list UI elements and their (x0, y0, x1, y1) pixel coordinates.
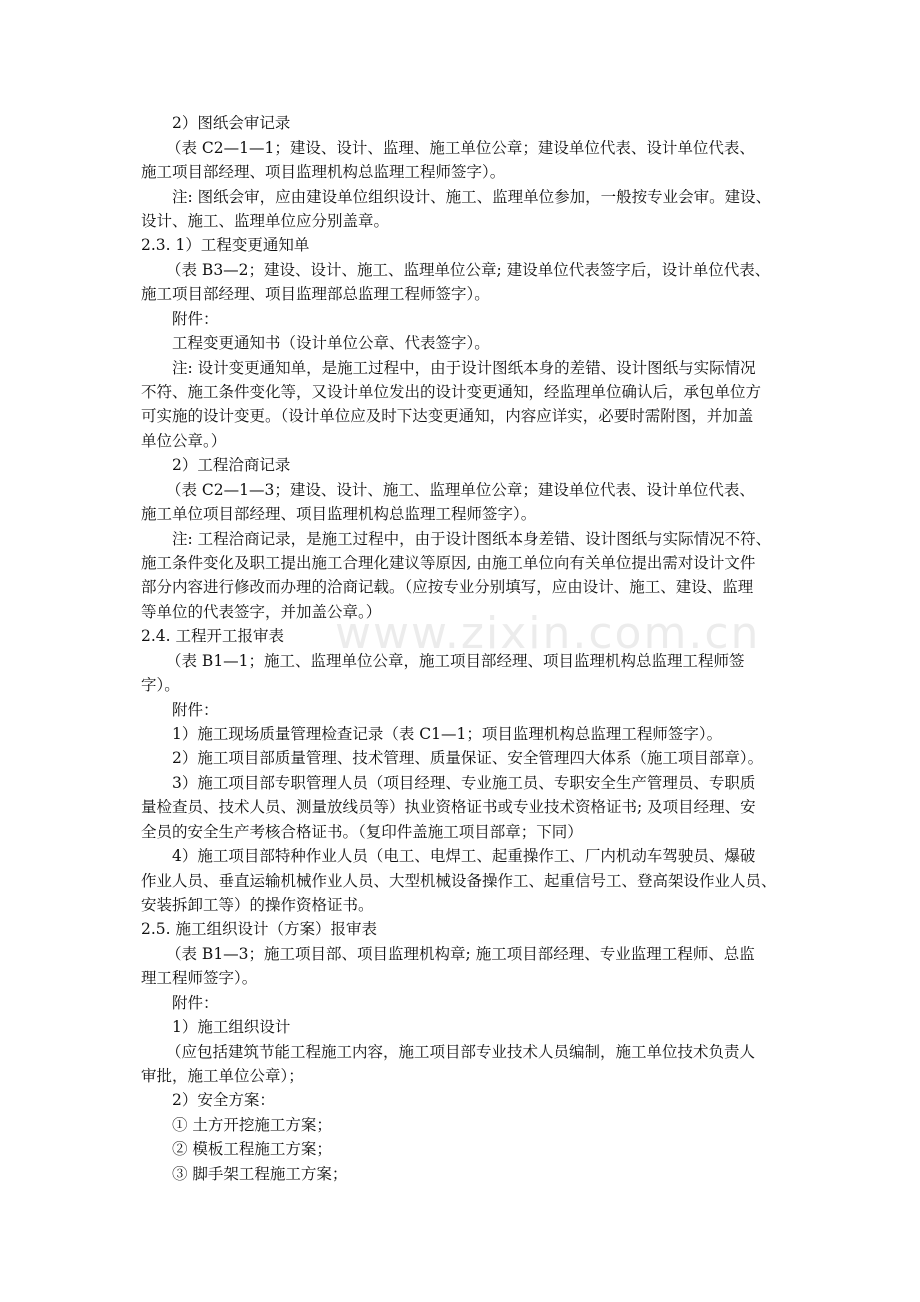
text-line: 2）图纸会审记录 (172, 114, 291, 132)
list-item: ② 模板工程施工方案； (172, 1140, 332, 1158)
text-line: 注: 图纸会审，应由建设单位组织设计、施工、监理单位参加，一般按专业会审。建设、 (172, 188, 772, 206)
text-line: 不符、施工条件变化等，又设计单位发出的设计变更通知，经监理单位确认后，承包单位方 (141, 383, 762, 401)
text-line: （表 C2—1—3；建设、设计、施工、监理单位公章；建设单位代表、设计单位代表、 (166, 481, 755, 499)
list-item: ① 土方开挖施工方案； (172, 1116, 332, 1134)
text-line: 审批，施工单位公章）； (141, 1067, 304, 1085)
text-line: （表 B1—1；施工、监理单位公章，施工项目部经理、项目监理机构总监理工程师签 (166, 652, 745, 670)
text-line: 1）施工组织设计 (172, 1018, 291, 1036)
text-line: 附件： (172, 994, 219, 1012)
text-line: 3）施工项目部专职管理人员（项目经理、专业施工员、专职安全生产管理员、专职质 (172, 774, 756, 792)
text-line: 设计、施工、监理单位应分别盖章。 (141, 212, 390, 230)
text-line: （表 B1—3；施工项目部、项目监理机构章; 施工项目部经理、专业监理工程师、总监 (166, 945, 755, 963)
text-line: 施工项目部经理、项目监理部总监理工程师签字）。 (141, 285, 490, 303)
text-line: （应包括建筑节能工程施工内容，施工项目部专业技术人员编制，施工单位技术负责人 (166, 1043, 756, 1061)
text-line: 2）安全方案： (172, 1091, 275, 1109)
text-line: 2）工程洽商记录 (172, 456, 291, 474)
text-line: 施工条件变化及职工提出施工合理化建议等原因, 由施工单位向有关单位提出需对设计文件 (141, 554, 756, 572)
text-line: （表 C2—1—1；建设、设计、监理、施工单位公章；建设单位代表、设计单位代表、 (166, 139, 755, 157)
text-line: 量检查员、技术人员、测量放线员等）执业资格证书或专业技术资格证书; 及项目经理、安 (141, 798, 756, 816)
text-line: 理工程师签字）。 (141, 969, 258, 987)
text-line: 部分内容进行修改而办理的洽商记载。（应按专业分别填写，应由设计、施工、建设、监理 (141, 578, 754, 596)
section-heading: 2.3. 1）工程变更通知单 (141, 236, 310, 254)
text-line: 1）施工现场质量管理检查记录（表 C1—1；项目监理机构总监理工程师签字）。 (172, 725, 723, 743)
text-line: 施工项目部经理、项目监理机构总监理工程师签字）。 (141, 163, 506, 181)
text-line: 作业人员、垂直运输机械作业人员、大型机械设备操作工、起重信号工、登高架设作业人员、 (141, 872, 777, 890)
text-line: 单位公章。） (141, 432, 227, 450)
text-line: 字）。 (141, 676, 180, 694)
section-heading: 2.5. 施工组织设计（方案）报审表 (141, 920, 378, 938)
text-line: 附件： (172, 701, 219, 719)
text-line: 2）施工项目部质量管理、技术管理、质量保证、安全管理四大体系（施工项目部章）。 (172, 749, 764, 767)
text-line: （表 B3—2；建设、设计、施工、监理单位公章; 建设单位代表签字后，设计单位代表、 (166, 261, 771, 279)
text-line: 全员的安全生产考核合格证书。（复印件盖施工项目部章；下同） (141, 823, 583, 841)
text-line: 等单位的代表签字，并加盖公章。） (141, 603, 382, 621)
section-heading: 2.4. 工程开工报审表 (141, 627, 285, 645)
text-line: 安装拆卸工等）的操作资格证书。 (141, 896, 374, 914)
text-line: 注: 工程洽商记录，是施工过程中，由于设计图纸本身差错、设计图纸与实际情况不符、 (172, 530, 772, 548)
text-line: 4）施工项目部特种作业人员（电工、电焊工、起重操作工、厂内机动车驾驶员、爆破 (172, 847, 756, 865)
text-line: 可实施的设计变更。（设计单位应及时下达变更通知，内容应详实，必要时需附图，并加盖 (141, 407, 754, 425)
text-line: 施工单位项目部经理、项目监理机构总监理工程师签字）。 (141, 505, 537, 523)
text-line: 附件： (172, 310, 219, 328)
text-line: 工程变更通知书（设计单位公章、代表签字）。 (172, 334, 490, 352)
text-line: 注: 设计变更通知单，是施工过程中，由于设计图纸本身的差错、设计图纸与实际情况 (172, 359, 756, 377)
list-item: ③ 脚手架工程施工方案； (172, 1165, 348, 1183)
watermark: www.zixin.com.cn (335, 608, 761, 659)
